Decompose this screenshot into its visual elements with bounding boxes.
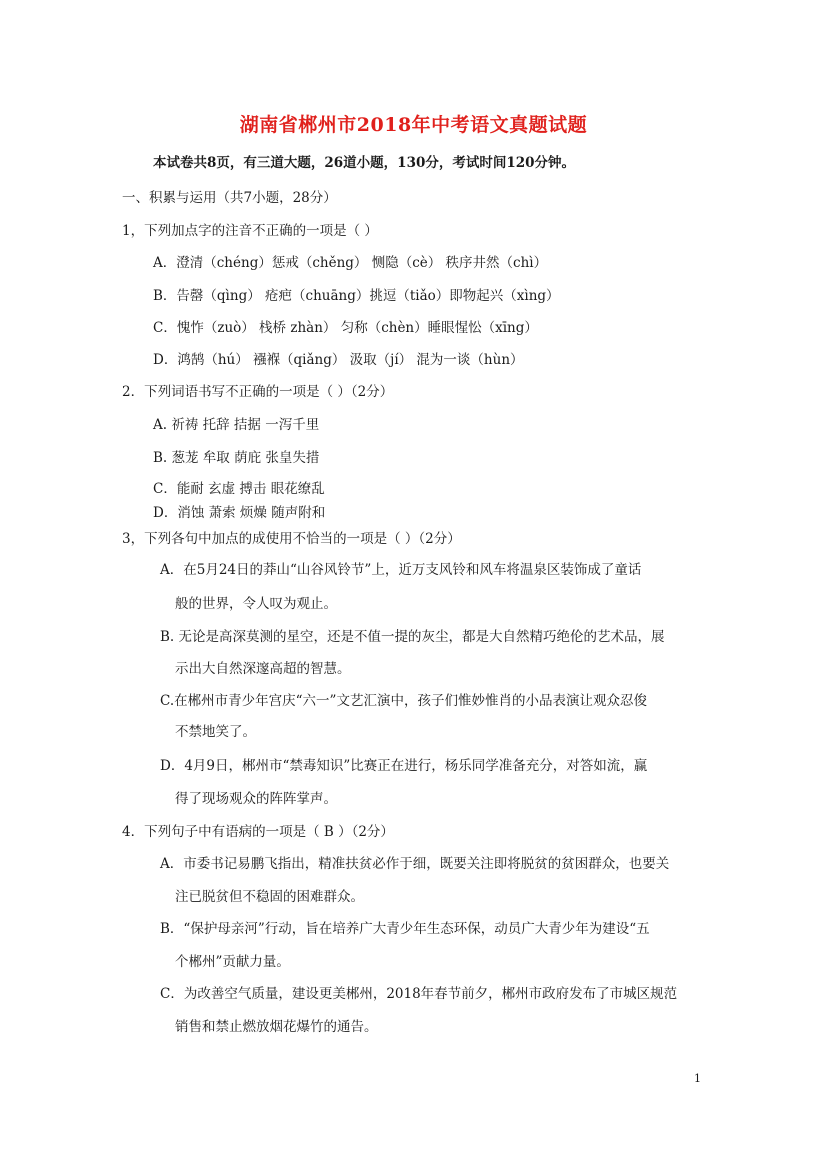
exam-instructions: 本试卷共8页，有三道大题，26道小题，130分，考试时间120分钟。 xyxy=(153,155,576,171)
question-4-option-b-cont: 个郴州”贡献力量。 xyxy=(175,954,290,970)
page-title: 湖南省郴州市2018年中考语文真题试题 xyxy=(239,114,588,136)
question-4-option-c-cont: 销售和禁止燃放烟花爆竹的通告。 xyxy=(175,1019,378,1035)
question-3-option-c: C.在郴州市青少年宫庆“六一”文艺汇演中，孩子们惟妙惟肖的小品表演让观众忍俊 xyxy=(160,693,647,709)
question-1-option-c: C．愧怍（zuò） 栈桥 zhàn） 匀称（chèn）睡眼惺忪（xīng） xyxy=(153,320,538,336)
question-2-stem: 2．下列词语书写不正确的一项是（ ）（2分） xyxy=(122,384,394,400)
question-2-option-a: A. 祈祷 托辞 拮据 一泻千里 xyxy=(153,417,320,433)
question-1-option-d: D．鸿鹄（hú） 襁褓（qiǎng） 汲取（jí） 混为一谈（hùn） xyxy=(153,352,524,368)
page-number: 1 xyxy=(694,1072,701,1085)
question-3-option-a-cont: 般的世界，令人叹为观止。 xyxy=(175,596,337,612)
question-4-option-c: C．为改善空气质量，建设更美郴州，2018年春节前夕，郴州市政府发布了市城区规范 xyxy=(160,986,678,1002)
question-4-option-a-cont: 注已脱贫但不稳固的困难群众。 xyxy=(175,889,364,905)
question-3-option-c-cont: 不禁地笑了。 xyxy=(175,724,256,740)
question-3-option-d: D．4月9日，郴州市“禁毒知识”比赛正在进行，杨乐同学准备充分，对答如流，赢 xyxy=(160,758,648,774)
section-heading: 一、积累与运用（共7小题，28分） xyxy=(122,190,337,206)
question-4-option-b: B．“保护母亲河”行动，旨在培养广大青少年生态环保，动员广大青少年为建设“五 xyxy=(160,921,650,937)
question-3-option-b-cont: 示出大自然深邃高超的智慧。 xyxy=(175,661,351,677)
question-2-option-c: C．能耐 玄虚 搏击 眼花缭乱 xyxy=(153,481,325,497)
question-2-option-d: D．消蚀 萧索 烦燥 随声附和 xyxy=(153,505,326,521)
question-1-option-b: B．告罄（qìng） 疮疤（chuāng）挑逗（tiǎo）即物起兴（xìng） xyxy=(153,288,560,304)
question-2-option-b: B. 葱茏 牟取 荫庇 张皇失措 xyxy=(153,450,320,466)
question-4-stem: 4．下列句子中有语病的一项是（ B ）（2分） xyxy=(122,824,394,840)
question-3-option-b: B. 无论是高深莫测的星空，还是不值一提的灰尘，都是大自然精巧绝伦的艺术品，展 xyxy=(160,629,665,645)
question-1-stem: 1，下列加点字的注音不正确的一项是（ ） xyxy=(122,223,378,239)
question-1-option-a: A．澄清（chéng）惩戒（chěng） 恻隐（cè） 秩序井然（chì） xyxy=(153,255,548,271)
question-3-option-a: A．在5月24日的莽山“山谷风铃节”上，近万支风铃和风车将温泉区装饰成了童话 xyxy=(160,562,642,578)
question-3-option-d-cont: 得了现场观众的阵阵掌声。 xyxy=(175,791,337,807)
question-4-option-a: A．市委书记易鹏飞指出，精准扶贫必作于细，既要关注即将脱贫的贫困群众，也要关 xyxy=(160,856,670,872)
question-3-stem: 3，下列各句中加点的成使用不恰当的一项是（ ）（2分） xyxy=(122,531,461,547)
